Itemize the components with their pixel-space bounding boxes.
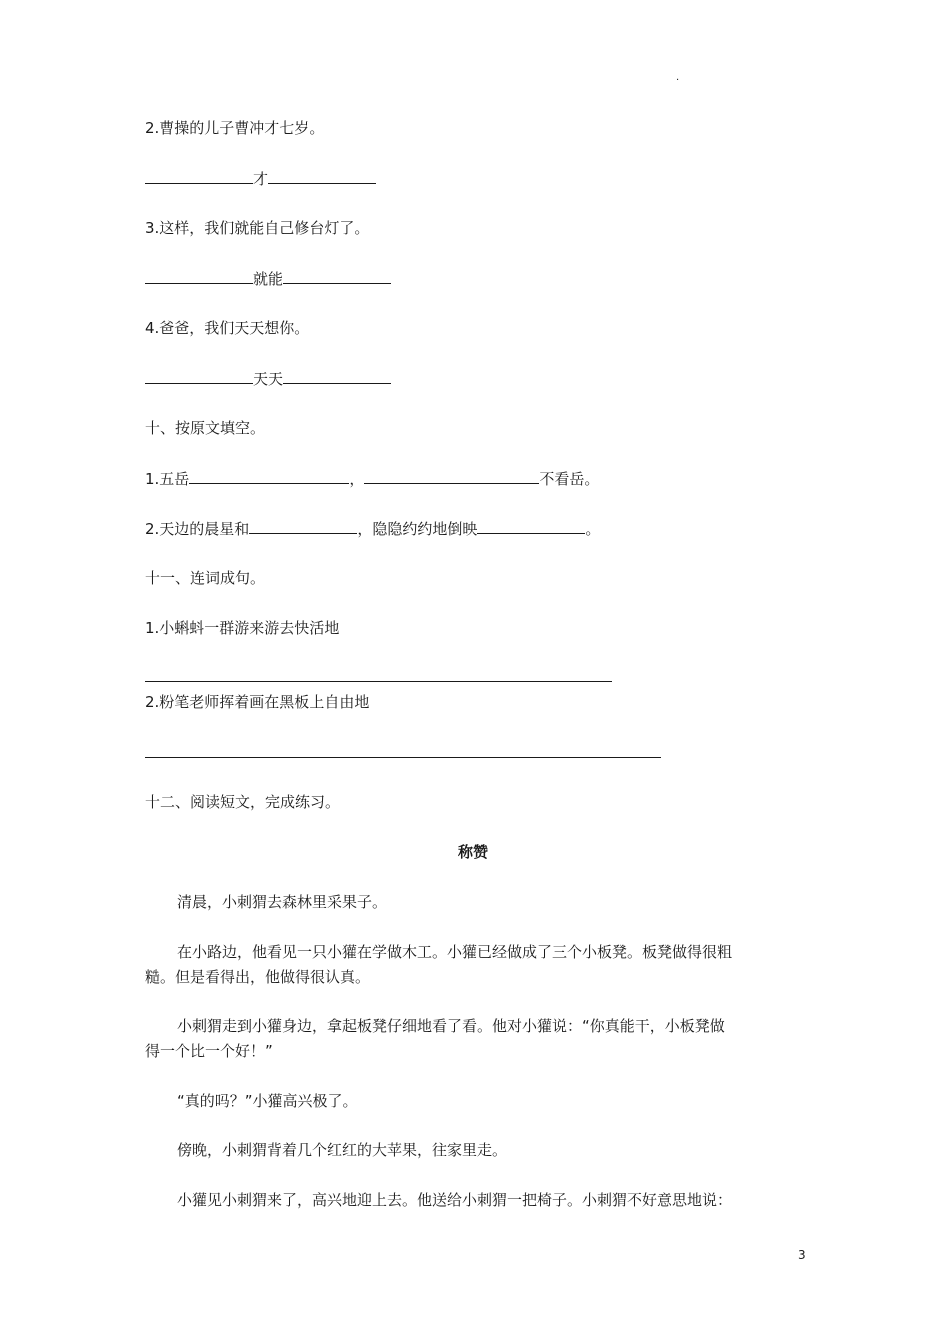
q10-item-1: [145, 468, 599, 489]
q10-item-1-comma: ，: [349, 470, 365, 488]
answer-blank[interactable]: [249, 518, 357, 534]
answer-blank[interactable]: [145, 666, 612, 682]
q9-item-3-sentence: 3.这样，我们就能自己修台灯了。: [145, 219, 370, 237]
q11-item-1: 1.小蝌蚪一群游来游去快活地: [145, 619, 340, 637]
q10-item-1-suffix: 不看岳。: [539, 470, 600, 488]
q10-heading: 十、按原文填空。: [145, 419, 266, 437]
answer-blank[interactable]: [477, 518, 585, 534]
page-number: 3: [798, 1248, 806, 1262]
passage-line: “真的吗？”小獾高兴极了。: [177, 1092, 358, 1110]
answer-blank[interactable]: [189, 468, 349, 484]
q9-item-4-sentence: 4.爸爸，我们天天想你。: [145, 319, 310, 337]
q10-item-2: [145, 518, 600, 539]
passage-line: 得一个比一个好！”: [145, 1042, 273, 1060]
q11-item-2-answer-line: [145, 742, 661, 763]
q10-item-2-prefix: 2.天边的晨星和: [145, 520, 250, 538]
q11-item-1-answer-line: [145, 666, 612, 687]
q12-heading: 十二、阅读短文，完成练习。: [145, 793, 341, 811]
q9-item-2-sentence: 2.曹操的儿子曹冲才七岁。: [145, 119, 325, 137]
answer-blank[interactable]: [145, 742, 661, 758]
answer-blank[interactable]: [145, 368, 253, 384]
passage-line: 小獾见小刺猬来了，高兴地迎上去。他送给小刺猬一把椅子。小刺猬不好意思地说：: [177, 1191, 733, 1209]
q10-item-2-middle: ，隐隐约约地倒映: [357, 520, 478, 538]
q11-heading: 十一、连词成句。: [145, 569, 266, 587]
passage-title: 称赞: [458, 843, 489, 861]
passage-line: 糙。但是看得出，他做得很认真。: [145, 968, 371, 986]
passage-line: 小刺猬走到小獾身边，拿起板凳仔细地看了看。他对小獾说：“你真能干，小板凳做: [177, 1017, 725, 1035]
answer-blank[interactable]: [364, 468, 539, 484]
q9-item-3-keyword: 就能: [253, 270, 284, 288]
q10-item-1-prefix: 1.五岳: [145, 470, 190, 488]
q11-item-2: 2.粉笔老师挥着画在黑板上自由地: [145, 693, 370, 711]
passage-line: 在小路边，他看见一只小獾在学做木工。小獾已经做成了三个小板凳。板凳做得很粗: [177, 943, 733, 961]
q9-item-4-keyword: 天天: [253, 370, 284, 388]
header-dot: .: [676, 72, 680, 83]
answer-blank[interactable]: [283, 268, 391, 284]
q9-item-2-answer-line: [145, 168, 376, 189]
q9-item-3-answer-line: [145, 268, 391, 289]
q9-item-4-answer-line: [145, 368, 391, 389]
passage-line: 傍晚，小刺猬背着几个红红的大苹果，往家里走。: [177, 1141, 508, 1159]
passage-line: 清晨，小刺猬去森林里采果子。: [177, 893, 388, 911]
q9-item-2-keyword: 才: [253, 170, 269, 188]
q10-item-2-suffix: 。: [585, 520, 601, 538]
answer-blank[interactable]: [268, 168, 376, 184]
answer-blank[interactable]: [283, 368, 391, 384]
answer-blank[interactable]: [145, 168, 253, 184]
answer-blank[interactable]: [145, 268, 253, 284]
